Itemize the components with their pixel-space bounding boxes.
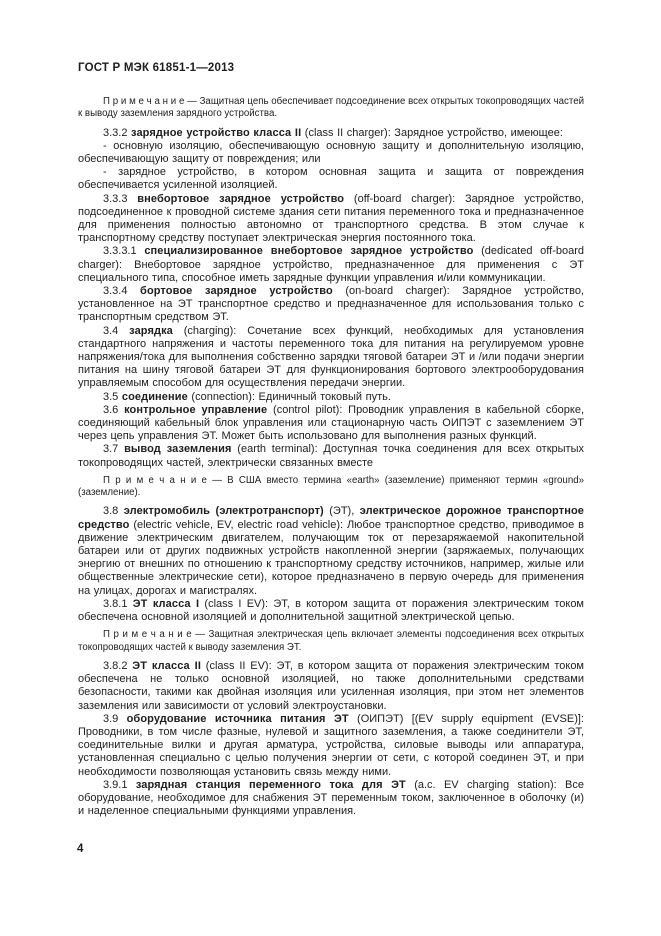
paragraph: 3.5 соединение (connection): Единичный токовый путь. <box>103 390 391 403</box>
document-body <box>78 96 584 818</box>
note-paragraph: П р и м е ч а н и е — Защитная электрическая цепь включает элементы подсоединения всех открытых токопроводящих частей к выводу заземления ЭТ. <box>78 629 584 653</box>
paragraph: 3.7 вывод заземления (earth terminal): Доступная точка соединения для всех открытых токопроводящих частей, электрически связанных вместе <box>78 443 584 469</box>
paragraph: - зарядное устройство, в котором основная защита и защита от повреждения обеспечивается усиленной изоляцией. <box>78 166 584 192</box>
paragraph: 3.9 оборудование источника питания ЭТ (ОИПЭТ) [(EV supply equipment (EVSE)]: Проводники, в том числе фазные, нулевой и защитного заземления, а также соединители ЭТ, соединительные вилки и другая арматура, устройства, силовые выводы или аппаратура, установленная специально с целью получения энергии от сети, с которой соединен ЭТ, и при необходимости позволяющая установить связь между ними. <box>78 712 584 778</box>
paragraph: 3.3.4 бортовое зарядное устройство (on-board charger): Зарядное устройство, установленное на ЭТ транспортное средство и предназначенное для использования только с транспортным средством ЭТ. <box>78 285 584 324</box>
paragraph: 3.3.2 зарядное устройство класса II (class II charger): Зарядное устройство, имеющее: <box>103 126 563 139</box>
paragraph: 3.8 электромобиль (электротранспорт) (ЭТ), электрическое дорожное транспортное средство (electric vehicle, EV, electric road vehicle): Любое транспортное средство, приводимое в движение электрическим двигателем, получающим ток от перезаряжаемой накопительной батареи или от других подвижных устройств накопленной энергии (заряжаемых, получающих энергию от внешних по отношению к транспортному средству источников, например, жилые или общественные электрические сети), которое предназначено в первую очередь для применения на улицах, дорогах и магистралях. <box>78 505 584 597</box>
page-content <box>78 61 584 818</box>
paragraph: 3.3.3.1 специализированное внебортовое зарядное устройство (dedicated off-board charger): Внебортовое зарядное устройство, предназначенное для применения с ЭТ специального типа, способное иметь зарядные функции управления и/или коммуникации. <box>78 245 584 284</box>
paragraph: 3.3.3 внебортовое зарядное устройство (off-board charger): Зарядное устройство, подсоединенное к проводной системе здания сети питания переменного тока и предназначенное для применения полностью автономно от транспортного средства. В этом случае к транспортному средству поступает электрическая энергия постоянного тока. <box>78 192 584 245</box>
paragraph: 3.9.1 зарядная станция переменного тока для ЭТ (a.c. EV charging station): Все оборудование, необходимое для снабжения ЭТ переменным током, заключенное в оболочку (и) и наделенное специальными функциями управления. <box>78 778 584 818</box>
page-number: 4 <box>77 843 84 855</box>
paragraph: 3.4 зарядка (charging): Сочетание всех функций, необходимых для установления стандартного напряжения и частоты переменного тока для питания на регулируемом уровне напряжения/тока для выполнения собственно зарядки тяговой батареи ЭТ и /или подачи энергии питания на шину тяговой батареи ЭТ для функционирования бортового электрооборудования управляемым способом для осуществления передачи энергии. <box>78 324 584 390</box>
note-paragraph: П р и м е ч а н и е — В США вместо термина «earth» (заземление) применяют термин «ground» (заземление). <box>78 474 584 499</box>
paragraph: - основную изоляцию, обеспечивающую основную защиту и дополнительную изоляцию, обеспечивающую защиту от повреждения; или <box>78 139 584 165</box>
paragraph: 3.8.2 ЭТ класса II (class II EV): ЭТ, в котором защита от поражения электрическим током обеспечена не только основной изоляцией, но также дополнительными средствами безопасности, такими как двойная изоляция или усиленная изоляция, при этом нет элементов заземления или зависимости от условий электроустановки. <box>78 659 584 712</box>
paragraph: 3.8.1 ЭТ класса I (class I EV): ЭТ, в котором защита от поражения электрическим током обеспечена основной изоляцией и дополнительной защитной электрической цепью. <box>78 597 584 624</box>
document-header: ГОСТ Р МЭК 61851-1—2013 <box>78 62 235 74</box>
paragraph: 3.6 контрольное управление (control pilot): Проводник управления в кабельной сборке, соединяющий кабельный блок управления или стационарную часть ОИПЭТ с заземлением ЭТ через цепь управления ЭТ. Может быть использовано для выполнения разных функций. <box>78 403 585 443</box>
note-paragraph: П р и м е ч а н и е — Защитная цепь обеспечивает подсоединение всех открытых токопроводящих частей к выводу заземления зарядного устройства. <box>78 96 584 120</box>
